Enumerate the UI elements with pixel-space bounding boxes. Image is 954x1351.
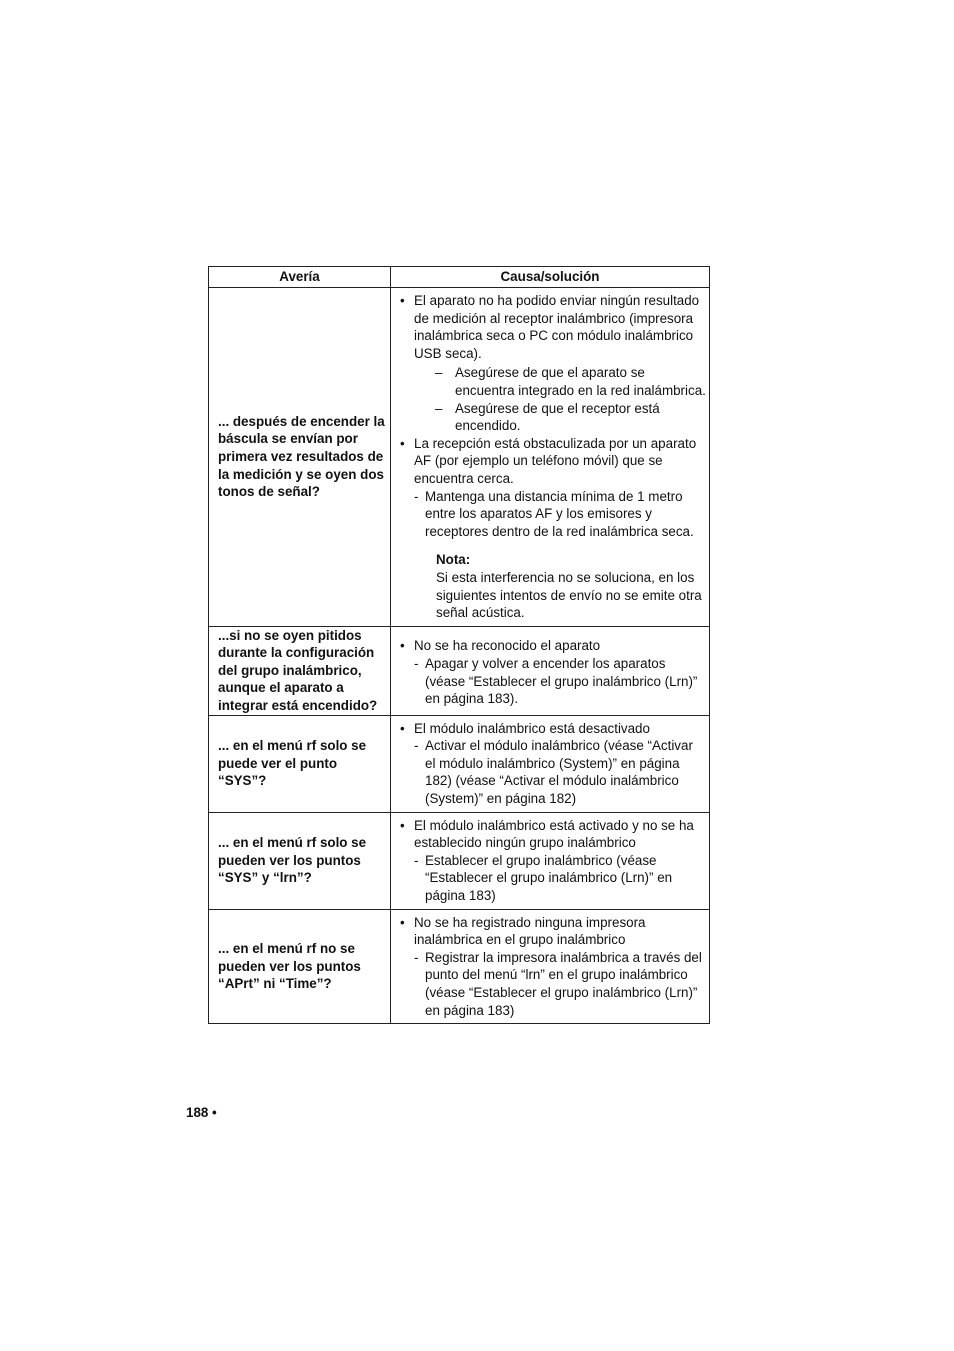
solution-cell [391, 626, 710, 715]
table-row [209, 812, 710, 909]
solution-cell [391, 909, 710, 1024]
solution-hyphen: - Mantenga una distancia mínima de 1 metro entre los aparatos AF y los emisores y receptores dentro de la red inalámbrica seca. [400, 488, 707, 541]
cause-bullet: • No se ha reconocido el aparato [400, 637, 707, 655]
solution-dash: – Asegúrese de que el receptor está encendido. [400, 400, 707, 435]
cause-bullet: • El aparato no ha podido enviar ningún resultado de medición al receptor inalámbrico (impresora inalámbrica seca o PC con módulo inalámbrico USB seca). [400, 292, 707, 362]
table-header-row [209, 267, 710, 288]
troubleshooting-table [208, 266, 710, 1024]
solution-hyphen: - Registrar la impresora inalámbrica a través del punto del menú “lrn” en el grupo inalámbrico (véase “Establecer el grupo inalámbrico (Lrn)” en página 183) [400, 949, 707, 1019]
fault-cell: ... en el menú rf solo se puede ver el punto “SYS”? [209, 715, 391, 812]
solution-hyphen: - Establecer el grupo inalámbrico (véase “Establecer el grupo inalámbrico (Lrn)” en página 183) [400, 852, 707, 905]
fault-cell: ...si no se oyen pitidos durante la configuración del grupo inalámbrico, aunque el aparato a integrar está encendido? [209, 626, 391, 715]
note-text: Si esta interferencia no se soluciona, en los siguientes intentos de envío no se emite otra señal acústica. [436, 569, 702, 621]
solution-hyphen: - Activar el módulo inalámbrico (véase “Activar el módulo inalámbrico (System)” en página 182) (véase “Activar el módulo inalámbrico (System)” en página 182) [400, 737, 707, 807]
header-fault: Avería [209, 267, 391, 288]
cause-bullet: • La recepción está obstaculizada por un aparato AF (por ejemplo un teléfono móvil) que se encuentra cerca. [400, 435, 707, 488]
header-cause-solution: Causa/solución [391, 267, 710, 288]
cause-bullet: • El módulo inalámbrico está desactivado [400, 720, 707, 738]
fault-cell: ... en el menú rf solo se pueden ver los puntos “SYS” y “lrn”? [209, 812, 391, 909]
table-row [209, 626, 710, 715]
solution-cell [391, 715, 710, 812]
solution-hyphen: - Apagar y volver a encender los aparatos (véase “Establecer el grupo inalámbrico (Lrn)” en página 183). [400, 655, 707, 708]
cause-bullet: • No se ha registrado ninguna impresora inalámbrica en el grupo inalámbrico [400, 914, 707, 949]
table-row [209, 715, 710, 812]
solution-cell [391, 812, 710, 909]
cause-bullet: • El módulo inalámbrico está activado y no se ha establecido ningún grupo inalámbrico [400, 817, 707, 852]
fault-cell: ... en el menú rf no se pueden ver los puntos “APrt” ni “Time”? [209, 909, 391, 1024]
note-block [400, 551, 707, 621]
table-row [209, 909, 710, 1024]
solution-dash: – Asegúrese de que el aparato se encuentra integrado en la red inalámbrica. [400, 364, 707, 399]
fault-cell: ... después de encender la báscula se envían por primera vez resultados de la medición y se oyen dos tonos de señal? [209, 288, 391, 627]
note-title: Nota: [436, 552, 471, 568]
table-row [209, 288, 710, 627]
page-number: 188 • [186, 1105, 217, 1120]
solution-cell [391, 288, 710, 627]
